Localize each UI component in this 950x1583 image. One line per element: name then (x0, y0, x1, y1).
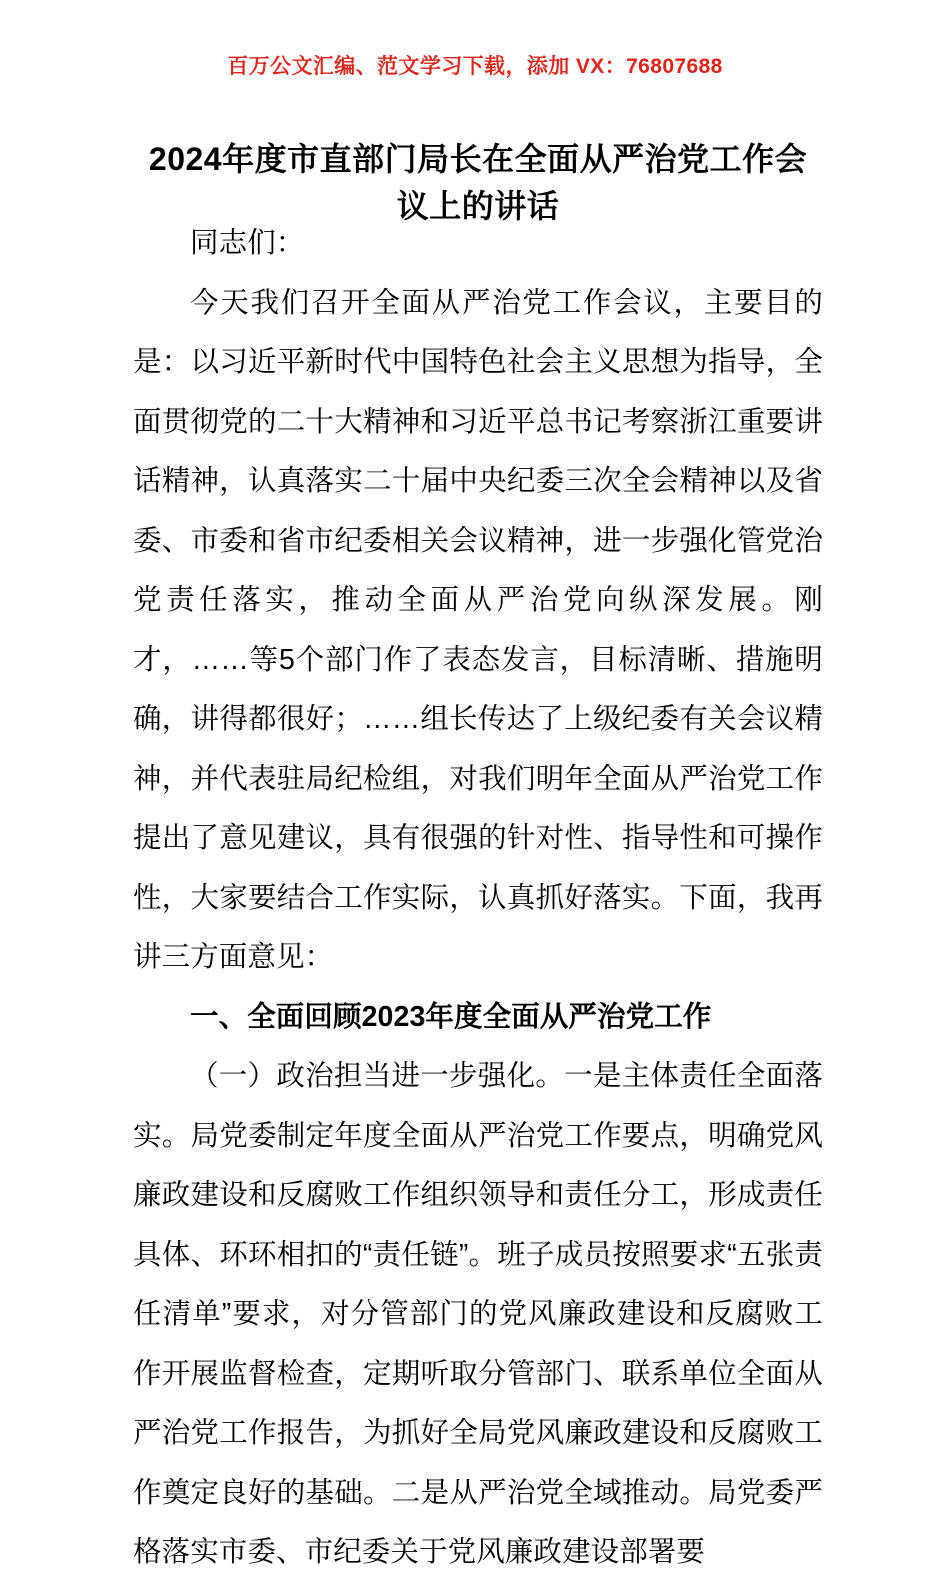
paragraph-salutation: 同志们： (190, 227, 305, 259)
document-body (133, 214, 823, 1583)
section-heading-one: 一、全面回顾2023年度全面从严治党工作 (190, 1000, 712, 1033)
paragraph-opening: 今天我们召开全面从严治党工作会议，主要目的是：以习近平新时代中国特色社会主义思想为指导，全面贯彻党的二十大精神和习近平总书记考察浙江重要讲话精神，认真落实二十届中央纪委三次全会精神以及省委、市委和省市纪委相关会议精神，进一步强化管党治党责任落实，推动全面从严治党向纵深发展。刚才，……等5个部门作了表态发言，目标清晰、措施明确，讲得都很好；……组长传达了上级纪委有关会议精神，并代表驻局纪检组，对我们明年全面从严治党工作提出了意见建议，具有很强的针对性、指导性和可操作性，大家要结合工作实际，认真抓好落实。下面，我再讲三方面意见： (133, 286, 823, 973)
document-title: 2024年度市直部门局长在全面从严治党工作会议上的讲话 (148, 141, 808, 225)
paragraph-section-one-body: （一）政治担当进一步强化。一是主体责任全面落实。局党委制定年度全面从严治党工作要点，明确党风廉政建设和反腐败工作组织领导和责任分工，形成责任具体、环环相扣的“责任链”。班子成员按照要求“五张责任清单”要求，对分管部门的党风廉政建设和反腐败工作开展监督检查，定期听取分管部门、联系单位全面从严治党工作报告，为抓好全局党风廉政建设和反腐败工作奠定良好的基础。二是从严治党全域推动。局党委严格落实市委、市纪委关于党风廉政建设部署要 (133, 1060, 823, 1568)
promo-header-text: 百万公文汇编、范文学习下载，添加 VX：76807688 (227, 55, 723, 78)
